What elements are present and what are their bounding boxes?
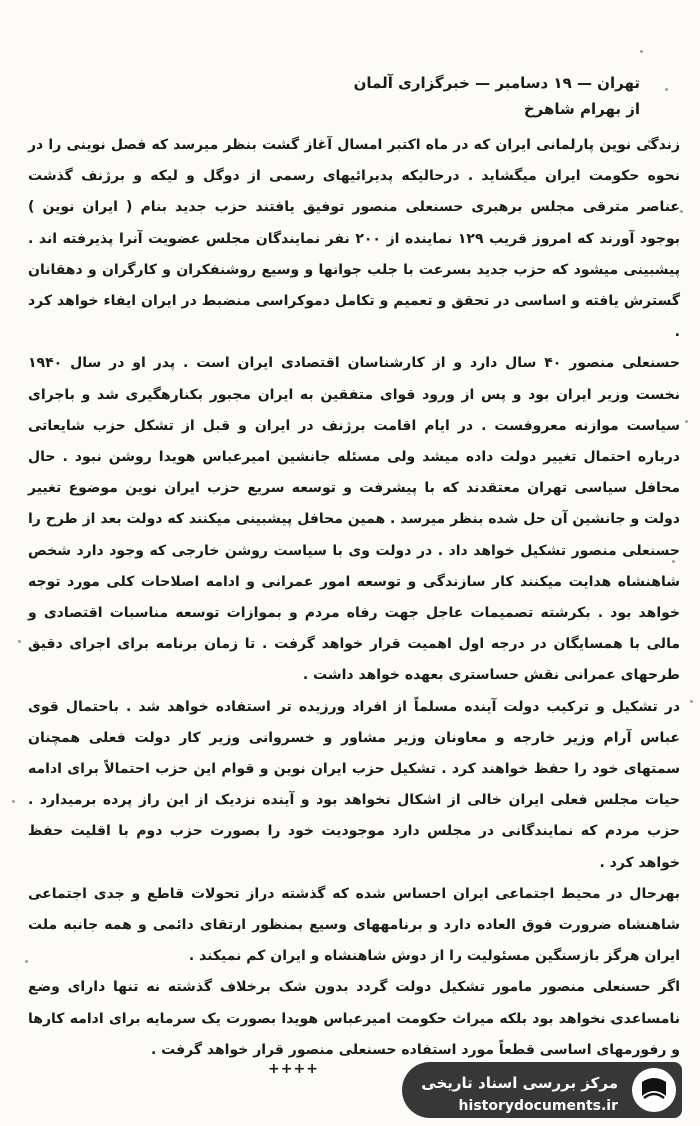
paragraph-1: زندگی نوین پارلمانی ایران که در ماه اکتبر امسال آغاز گشت بنظر میرسد که فصل نوینی را در نحوه حکومت ایران میگشاید . درحالیکه پدیرائیهای رسمی از دوگل و لیکه و برژنف گذشت عناصر مترقی مجلس برهبری حسنعلی منصور توفیق یافتند حزب جدید بنام ( ایران نوین ) بوجود آورند که امروز قریب ۱۲۹ نماینده از ۲۰۰ نفر نمایندگان مجلس عضویت آنرا پذیرفته اند . پیشبینی میشود که حزب جدید بسرعت با جلب جوانها و وسیع روشنفکران و کارگران و دهقانان گسترش یافته و اساسی در تحقق و تعمیم و تکامل دموکراسی منضبط در ایران ایفاء خواهد کرد . bbox=[28, 137, 681, 341]
paragraph-3: در تشکیل و ترکیب دولت آینده مسلماً از افراد ورزیده تر استفاده خواهد شد . باحتمال قوی عباس آرام وزیر خارجه و معاونان وزیر مشاور و خسروانی وزیر کار دولت فعلی همچنان سمتهای خود را حفظ خواهند کرد . تشکیل حزب ایران نوین و قوام این حزب احتمالاً برای ادامه حیات مجلس فعلی ایران خالی از اشکال نخواهد بود و آینده نزدیک از این راز پرده برمیدارد . حزب مردم که نمایندگانی در مجلس دارد موجودیت خود را بصورت حزب دوم با اقلیت حفظ خواهد کرد . bbox=[28, 698, 680, 871]
document-body bbox=[28, 70, 680, 1066]
book-logo-icon bbox=[630, 1066, 678, 1114]
paragraph-5: اگر حسنعلی منصور مامور تشکیل دولت گردد بدون شک برخلاف گذشته نه تنها دارای وضع نامساعدی نخواهد بود بلکه میراث حکومت امیرعباس هویدا بصورت یک سرمایه برای ادامه کارها و رفورمهای اساسی قطعاً مورد استفاده حسنعلی منصور قرار خواهد گرفت . bbox=[28, 979, 680, 1058]
scan-speck bbox=[680, 210, 683, 213]
scan-speck bbox=[685, 420, 688, 423]
paragraph-4: بهرحال در محیط اجتماعی ایران احساس شده که گذشته دراز تحولات قاطع و جدی اجتماعی شاهنشاه ضرورت فوق العاده دارد و برنامههای وسیع بمنظور ارتقای دائمی و همه جانبه ملت ایران هرگز بازسنگین مسئولیت را از دوش شاهنشاه و ایران کم نمیکند . bbox=[28, 885, 680, 965]
watermark-title: مرکز بررسی اسناد تاریخی bbox=[421, 1074, 618, 1092]
scan-speck bbox=[12, 800, 15, 803]
dateline-heading: تهران — ۱۹ دسامبر — خبرگزاری آلمان bbox=[353, 74, 640, 92]
scan-speck bbox=[18, 640, 21, 643]
scan-speck bbox=[640, 50, 643, 53]
paragraph-2: حسنعلی منصور ۴۰ سال دارد و از کارشناسان اقتصادی ایران است . پدر او در سال ۱۹۴۰ نخست وزیر ایران بود و پس از ورود قوای متفقین به ایران مجبور بکنارهگیری شد و باجرای سیاست موازنه معروفست . در ایام اقامت برژنف در ایران و قبل از تشکل حزب شایعاتی درباره احتمال تغییر دولت داده میشد ولی مسئله جانشین امیرعباس هویدا روشن نبود . حال محافل سیاسی تهران معتقدند که با پیشرفت و توسعه سریع حزب ایران نوین موضوع تغییر دولت و جانشین آن حل شده بنظر میرسد . همین محافل پیشبینی میکنند که دولت بعد از طرح را حسنعلی منصور تشکیل خواهد داد . در دولت وی با سیاست روشن خارجی که وجود دارد شخص شاهنشاه هدایت میکنند کار سازندگی و توسعه امور عمرانی و ادامه اصلاحات کلی مورد توجه خواهد بود . بکرشته تصمیمات عاجل جهت رفاه مردم و بموازات توسعه مناسبات اقتصادی و مالی با همسایگان در درجه اول اهمیت قرار خواهد گرفت . تا زمان برنامه برای اجرای دقیق طرحهای عمرانی نقش حساستری بعهده خواهد داشت . bbox=[28, 355, 680, 684]
scan-speck bbox=[690, 700, 693, 703]
watermark-url: historydocuments.ir bbox=[458, 1098, 618, 1114]
end-mark: ++++ bbox=[268, 1061, 319, 1077]
byline: از بهرام شاهرخ bbox=[523, 100, 640, 118]
